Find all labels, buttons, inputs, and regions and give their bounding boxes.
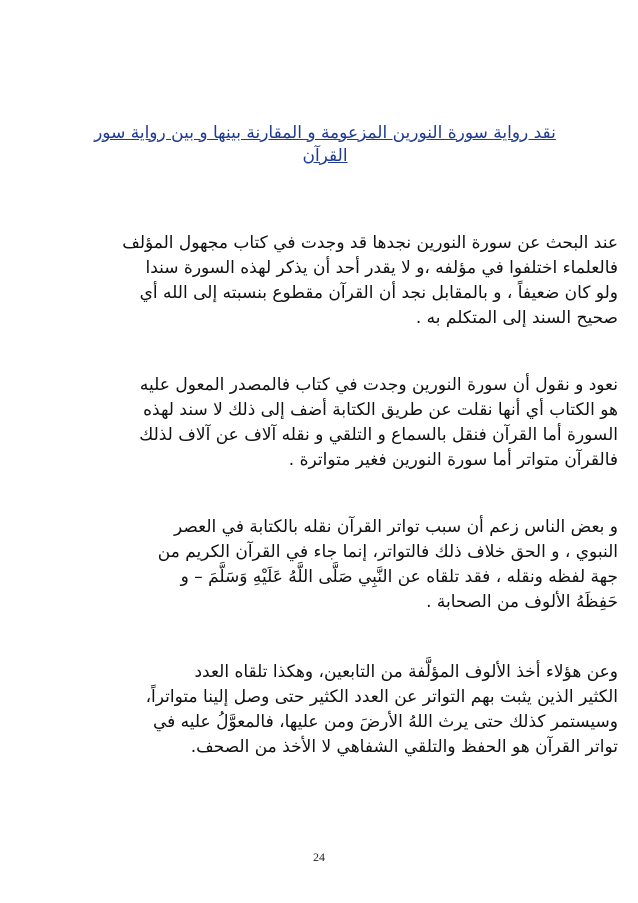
paragraph-2: [28, 373, 618, 473]
page-title: [30, 122, 620, 168]
paragraph-line: تواتر القرآن هو الحفظ والتلقي الشفاهي لا الأخذ من الصحف.: [190, 737, 618, 757]
paragraph-line: صحيح السند إلى المتكلم به .: [415, 308, 618, 328]
paragraph-line: و بعض الناس زعم أن سبب تواتر القرآن نقله بالكتابة في العصر: [174, 517, 618, 537]
paragraph-line: عند البحث عن سورة النورين نجدها قد وجدت في كتاب مجهول المؤلف: [122, 233, 618, 253]
page-number: 24: [313, 850, 325, 864]
title-line-2: القرآن: [302, 146, 348, 166]
paragraph-line: نعود و نقول أن سورة النورين وجدت في كتاب فالمصدر المعول عليه: [139, 375, 618, 395]
paragraph-line: جهة لفظه ونقله ، فقد تلقاه عن النَّبِي صَلَّى اللَّهُ عَلَيْهِ وَسَلَّمَ – و: [180, 567, 618, 587]
paragraph-line: ولو كان ضعيفاً ، و بالمقابل نجد أن القرآن مقطوع بنسبته إلى الله أي: [139, 283, 618, 303]
paragraph-line: فالعلماء اختلفوا في مؤلفه ،و لا يقدر أحد أن يذكر لهذه السورة سندا: [145, 258, 618, 278]
paragraph-line: وعن هؤلاء أخذ الألوف المؤلَّفة من التابعين، وهكذا تلقاه العدد: [194, 662, 618, 682]
paragraph-line: الكثير الذين يثبت بهم التواتر عن العدد الكثير حتى وصل إلينا متواتراً،: [145, 687, 618, 707]
paragraph-line: هو الكتاب أي أنها نقلت عن طريق الكتابة أضف إلى ذلك لا سند لهذه: [143, 400, 618, 420]
title-line-1: نقد رواية سورة النورين المزعومة و المقارنة بينها و بين رواية سور: [94, 123, 556, 143]
paragraph-line: حَفِظَهُ الألوف من الصحابة .: [426, 592, 618, 612]
paragraph-line: النبوي ، و الحق خلاف ذلك فالتواتر، إنما جاء في القرآن الكريم من: [157, 542, 618, 562]
paragraph-4: [28, 660, 618, 760]
paragraph-line: السورة أما القرآن فنقل بالسماع و التلقي و نقله آلاف عن آلاف لذلك: [139, 425, 618, 445]
paragraph-3: [28, 515, 618, 615]
paragraph-1: [28, 231, 618, 331]
paragraph-line: وسيستمر كذلك حتى يرث اللهُ الأرضَ ومن عليها، فالمعوَّلُ عليه في: [152, 712, 618, 732]
paragraph-line: فالقرآن متواتر أما سورة النورين فغير متواترة .: [288, 450, 618, 470]
